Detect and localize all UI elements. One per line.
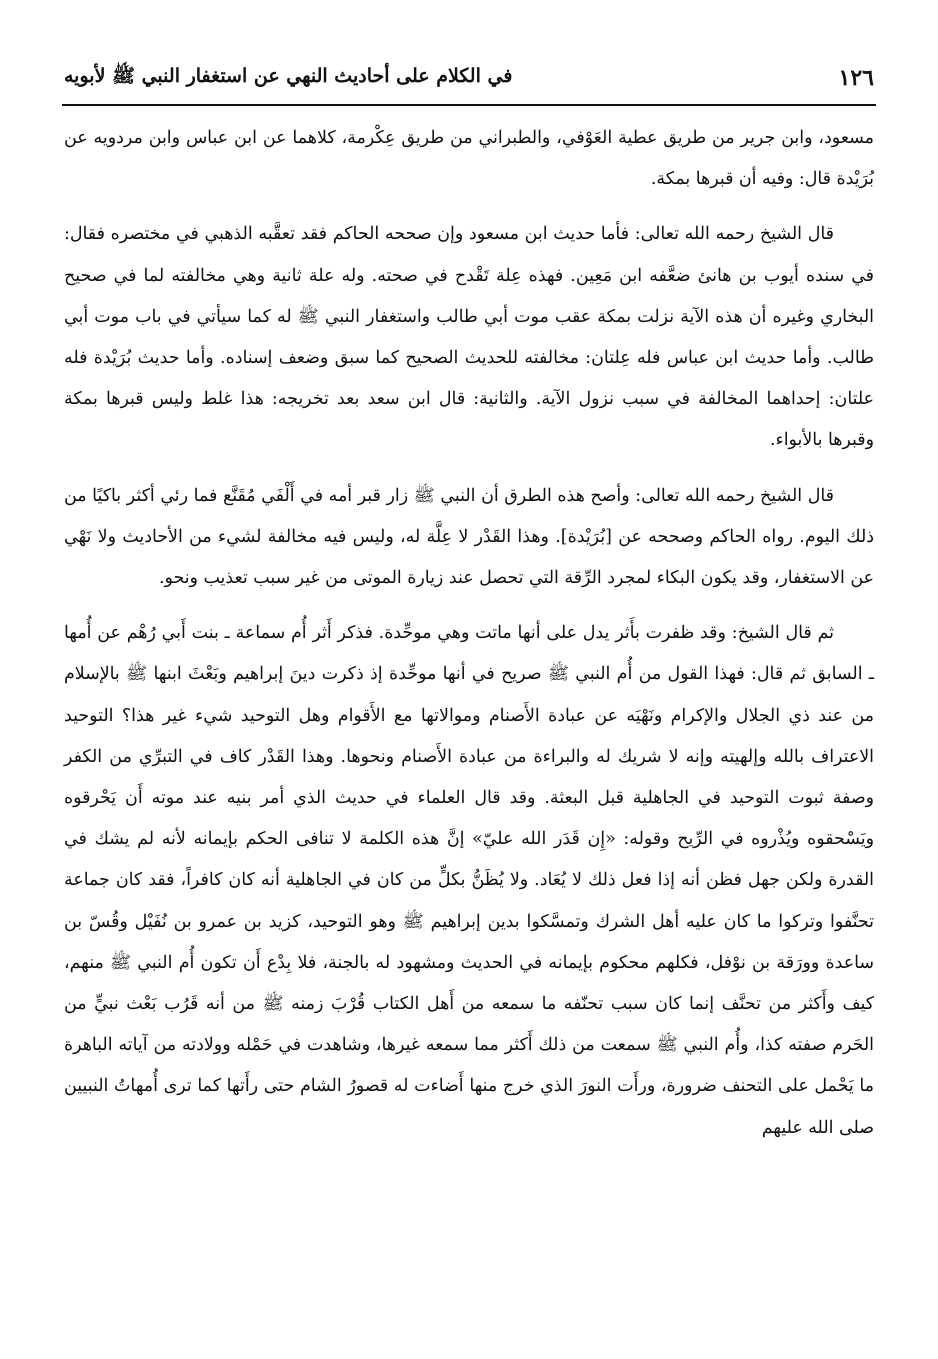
page-number: ١٢٦ bbox=[838, 65, 874, 91]
paragraph-2: قال الشيخ رحمه الله تعالى: فأما حديث ابن مسعود وإن صححه الحاكم فقد تعقَّبه الذهبي في مختصره فقال: في سنده أيوب بن هانئ ضعَّفه ابن مَعِين. فهذه عِلة تَقْدح في صحته. وله علة ثانية وهي مخالفته لما في صحيح البخاري وغيره أن هذه الآية نزلت بمكة عقب موت أبي طالب واستغفار النبي ﷺ له كما سيأتي في باب موت أبي طالب. وأما حديث ابن عباس فله عِلتان: مخالفته للحديث الصحيح كما سبق وضعف إسناده. وأما حديث بُرَيْدة فله علتان: إحداهما المخالفة في سبب نزول الآية. والثانية: قال ابن سعد بعد تخريجه: هذا غلط وليس قبرها بمكة وقبرها بالأبواء. bbox=[64, 224, 874, 451]
body-text bbox=[64, 118, 874, 1149]
paragraph-3: قال الشيخ رحمه الله تعالى: وأصح هذه الطرق أن النبي ﷺ زار قبر أمه في أَلْفَي مُقَنَّع فما رئي أكثر باكيًا من ذلك اليوم. رواه الحاكم وصححه عن [بُرَيْدة]. وهذا القَدْر لا عِلَّة له، وليس فيه مخالفة لشيء من الأحاديث ولا نَهْي عن الاستغفار، وقد يكون البكاء لمجرد الرِّقة التي تحصل عند زيارة الموتى من غير سبب تعذيب ونحو. bbox=[64, 485, 874, 589]
page-header bbox=[64, 54, 874, 102]
paragraph-1: مسعود، وابن جرير من طريق عطية العَوْفي، والطبراني من طريق عِكْرمة، كلاهما عن ابن عباس وابن مردويه عن بُرَيْدة قال: وفيه أن قبرها بمكة. bbox=[64, 128, 874, 190]
header-divider bbox=[62, 104, 876, 106]
running-title: في الكلام على أحاديث النهي عن استغفار النبي ﷺ لأبويه bbox=[64, 65, 513, 87]
paragraph-4: ثم قال الشيخ: وقد ظفرت بأَثر يدل على أنها ماتت وهي موحِّدة. فذكر أَثر أُم سماعة ـ بنت أَبي رُهْم عن أُمها ـ السابق ثم قال: فهذا القول من أُم النبي ﷺ صريح في أنها موحِّدة إذ ذكرت دينَ إبراهيم وبَعْثَ ابنها ﷺ بالإسلام من عند ذي الجلال والإكرام ونَهْيَه عن عبادة الأَصنام وموالاتها مع الأَقوام وهل التوحيد شيء غير هذا؟ التوحيد الاعتراف بالله وإلهيته وإنه لا شريك له والبراءة من عبادة الأَصنام ونحوها. وهذا القَدْر كاف في التبرِّي من الكفر وصفة ثبوت التوحيد في الجاهلية قبل البعثة. وقد قال العلماء في حديث الذي أمر بنيه عند موته أَن يَحْرقوه ويَسْحقوه ويُذْروه في الرِّيح وقوله: «إِن قَدَر الله عليّ» إنَّ هذه الكلمة لا تنافى الحكم بإيمانه لأنه لم يشك في القدرة ولكن جهل فظن أنه إذا فعل ذلك لا يُعَاد. ولا يُظَنُّ بكلٍّ من كان في الجاهلية أنه كان كافراً، فقد كان جماعة تحنَّفوا وتركوا ما كان عليه أهل الشرك وتمسَّكوا بدين إبراهيم ﷺ وهو التوحيد، كزيد بن عمرو بن نُفَيْل وقُسّ بن ساعدة وورَقة بن نوْفل، فكلهم محكوم بإيمانه في الحديث ومشهود له بالجنة، فلا بِدْع أَن تكون أُم النبي ﷺ منهم، كيف وأَكثر من تحنَّف إنما كان سبب تحنّفه ما سمعه من أَهل الكتاب قُرْبَ زمنه ﷺ من أنه قَرُب بَعْث نبيٍّ من الحَرم صفته كذا، وأُم النبي ﷺ سمعت من ذلك أَكثر مما سمعه غيرها، وشاهدت في حَمْله وولادته من آياته الباهرة ما يَحْمل على التحنف ضرورة، ورأَت النورَ الذي خرج منها أَضاءت له قصورُ الشام حتى رأَتها كما ترى أُمهاتُ النبيين صلى الله عليهم bbox=[64, 623, 874, 1138]
